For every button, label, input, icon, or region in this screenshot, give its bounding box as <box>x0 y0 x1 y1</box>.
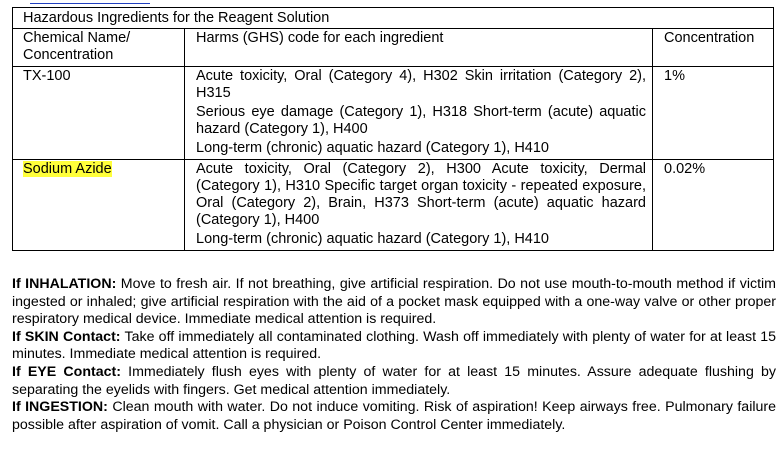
first-aid-instructions <box>12 276 776 434</box>
skin-contact-instruction <box>12 329 776 364</box>
concentration-cell <box>653 160 774 251</box>
inhalation-text: Move to fresh air. If not breathing, give artificial respiration. Do not use mouth-to-mouth method if victim ingested or inhaled; give artificial respiration with the aid of a pocket mask equipped with a one-way valve or other proper respiratory medical device. Immediate medical attention is required. <box>12 276 776 328</box>
table-row <box>13 160 774 251</box>
concentration-value: 0.02% <box>664 161 706 177</box>
harm-statement: Acute toxicity, Oral (Category 2), H300 Acute toxicity, Dermal (Category 1), H310 Specific target organ toxicity - repeated exposure, Oral (Category 2), Brain, H373 Short-term (acute) aquatic hazard (Category 1), H400 <box>196 161 646 228</box>
harms-cell <box>185 67 653 160</box>
skin-contact-text: Take off immediately all contaminated clothing. Wash off immediately with plenty of water for at least 15 minutes. Immediate medical attention is required. <box>12 328 776 363</box>
eye-contact-text: Immediately flush eyes with plenty of water for at least 15 minutes. Assure adequate flushing by separating the eyelids with fingers. Get medical attention immediately. <box>12 363 776 398</box>
concentration-cell <box>653 67 774 160</box>
table-row <box>13 67 774 160</box>
inhalation-instruction <box>12 276 776 329</box>
harm-statement: Long-term (chronic) aquatic hazard (Category 1), H410 <box>196 140 549 156</box>
table-header-row <box>13 29 774 67</box>
ingestion-label: If INGESTION: <box>12 399 108 416</box>
chemical-name-highlighted: Sodium Azide <box>23 161 112 177</box>
eye-contact-label: If EYE Contact: <box>12 363 121 380</box>
header-chemical-name: Chemical Name/ Concentration <box>13 29 185 67</box>
table-title: Hazardous Ingredients for the Reagent Solution <box>13 8 774 29</box>
top-link-fragment[interactable] <box>30 0 150 4</box>
harm-statement: Long-term (chronic) aquatic hazard (Category 1), H410 <box>196 231 549 247</box>
harms-cell <box>185 160 653 251</box>
ingestion-instruction <box>12 399 776 434</box>
inhalation-label: If INHALATION: <box>12 276 117 292</box>
eye-contact-instruction <box>12 364 776 399</box>
harm-statement: Acute toxicity, Oral (Category 4), H302 Skin irritation (Category 2), H315 <box>196 68 646 101</box>
header-concentration: Concentration <box>653 29 774 67</box>
ingestion-text: Clean mouth with water. Do not induce vomiting. Risk of aspiration! Keep airways free. Pulmonary failure possible after aspiration of vomit. Call a physician or Poison Control Center immediately. <box>12 399 777 433</box>
skin-contact-label: If SKIN Contact: <box>12 328 121 345</box>
header-harms-code: Harms (GHS) code for each ingredient <box>185 29 653 67</box>
hazardous-ingredients-table <box>12 7 774 251</box>
concentration-value: 1% <box>664 68 685 84</box>
chemical-name-cell <box>13 160 185 251</box>
chemical-name: TX-100 <box>23 68 71 84</box>
chemical-name-cell <box>13 67 185 160</box>
table-title-row <box>13 8 774 29</box>
harm-statement: Serious eye damage (Category 1), H318 Short-term (acute) aquatic hazard (Category 1), H400 <box>196 104 646 137</box>
